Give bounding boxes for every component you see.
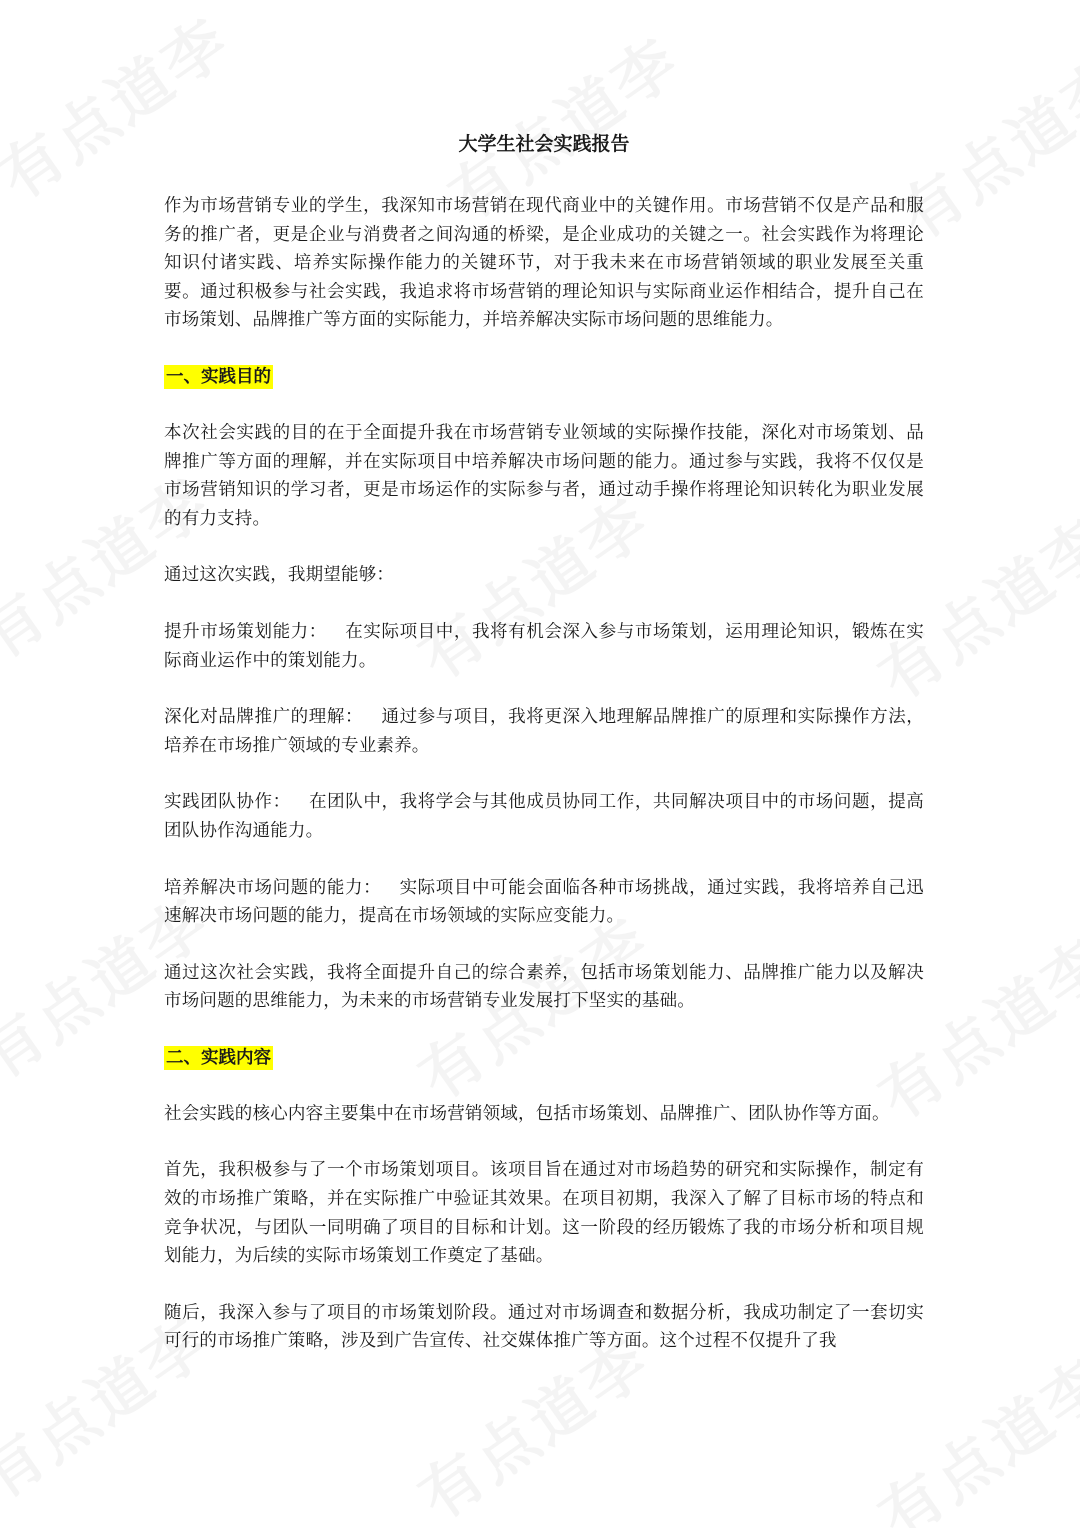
expectation-item <box>164 788 924 845</box>
expectation-item-label: 实践团队协作： <box>164 792 291 813</box>
section-heading-text: 一、实践目的 <box>166 366 271 387</box>
expectation-item <box>164 874 924 931</box>
purpose-paragraph: 本次社会实践的目的在于全面提升我在市场营销专业领域的实际操作技能，深化对市场策划、品牌推广等方面的理解，并在实际项目中培养解决市场问题的能力。通过参与实践，我将不仅仅是市场营销知识的学习者，更是市场运作的实际参与者，通过动手操作将理论知识转化为职业发展的有力支持。 <box>164 422 924 529</box>
section-heading-text: 二、实践内容 <box>166 1047 271 1068</box>
expectation-item-text: 在团队中，我将学会与其他成员协同工作，共同解决项目中的市场问题，提高团队协作沟通能力。 <box>164 792 924 841</box>
expectation-item-label: 提升市场策划能力： <box>164 621 327 642</box>
expectation-item <box>164 703 924 760</box>
content-paragraph: 社会实践的核心内容主要集中在市场营销领域，包括市场策划、品牌推广、团队协作等方面。 <box>164 1103 890 1124</box>
section-heading-content <box>164 1044 924 1072</box>
expectation-item <box>164 618 924 675</box>
intro-paragraph: 作为市场营销专业的学生，我深知市场营销在现代商业中的关键作用。市场营销不仅是产品和服务的推广者，更是企业与消费者之间沟通的桥梁，是企业成功的关键之一。社会实践作为将理论知识付诸实践、培养实际操作能力的关键环节，对于我未来在市场营销领域的职业发展至关重要。通过积极参与社会实践，我追求将市场营销的理论知识与实际商业运作相结合，提升自己在市场策划、品牌推广等方面的实际能力，并培养解决实际市场问题的思维能力。 <box>164 196 924 331</box>
expectation-intro: 通过这次实践，我期望能够： <box>164 565 395 586</box>
expectation-item-label: 培养解决市场问题的能力： <box>164 877 382 898</box>
expectation-item-text: 通过参与项目，我将更深入地理解品牌推广的原理和实际操作方法，培养在市场推广领域的专业素养。 <box>164 707 925 756</box>
expectation-item-label: 深化对品牌推广的理解： <box>164 707 364 728</box>
purpose-summary-paragraph: 通过这次社会实践，我将全面提升自己的综合素养，包括市场策划能力、品牌推广能力以及解决市场问题的思维能力，为未来的市场营销专业发展打下坚实的基础。 <box>164 962 924 1012</box>
content-paragraph: 首先，我积极参与了一个市场策划项目。该项目旨在通过对市场趋势的研究和实际操作，制定有效的市场推广策略，并在实际推广中验证其效果。在项目初期，我深入了解了目标市场的特点和竞争状况，与团队一同明确了项目的目标和计划。这一阶段的经历锻炼了我的市场分析和项目规划能力，为后续的实际市场策划工作奠定了基础。 <box>164 1160 924 1267</box>
document-title: 大学生社会实践报告 <box>458 133 630 155</box>
section-heading-purpose <box>164 363 924 391</box>
expectation-item-text: 实际项目中可能会面临各种市场挑战，通过实践，我将培养自己迅速解决市场问题的能力，提高在市场领域的实际应变能力。 <box>164 877 924 927</box>
expectation-item-text: 在实际项目中，我将有机会深入参与市场策划，运用理论知识，锻炼在实际商业运作中的策划能力。 <box>164 621 924 671</box>
content-paragraph: 随后，我深入参与了项目的市场策划阶段。通过对市场调查和数据分析，我成功制定了一套切实可行的市场推广策略，涉及到广告宣传、社交媒体推广等方面。这个过程不仅提升了我 <box>164 1302 924 1352</box>
document-page <box>164 128 924 1384</box>
